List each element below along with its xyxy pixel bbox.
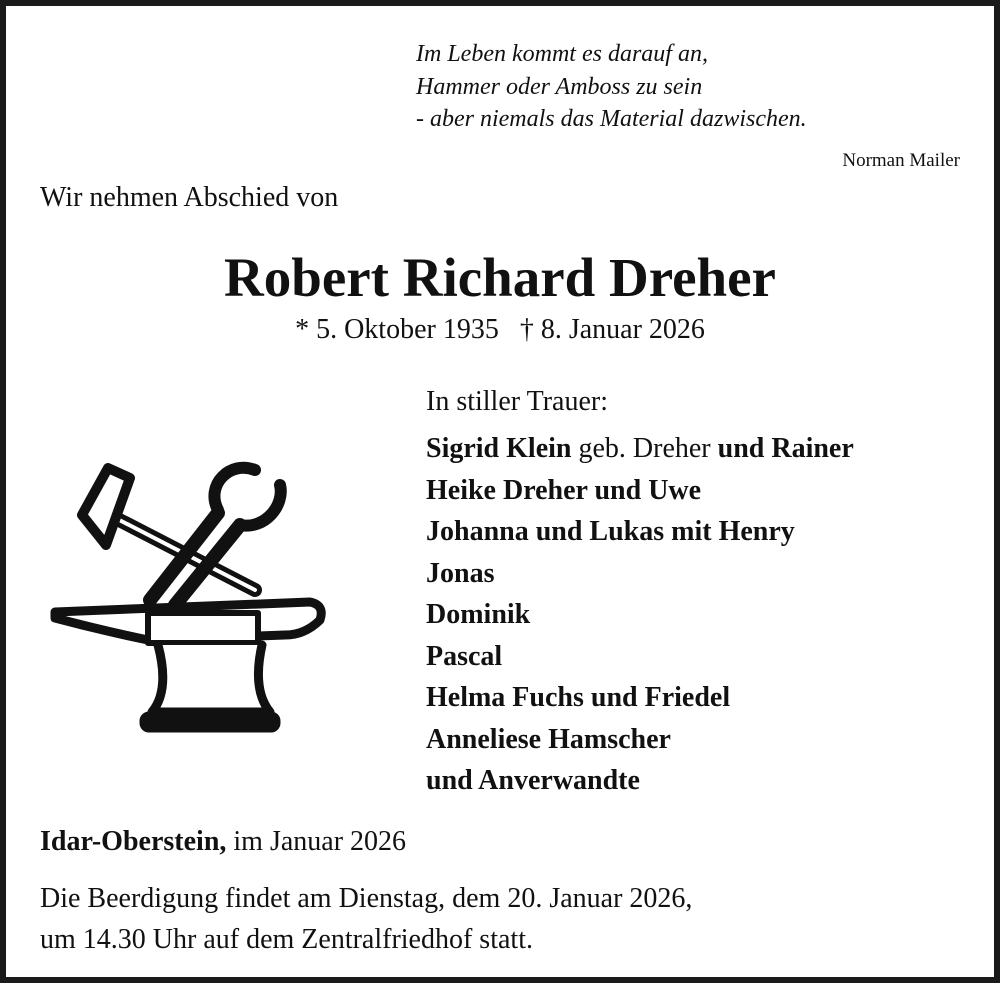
mourner-partner: und Rainer xyxy=(717,433,854,464)
quote xyxy=(416,38,807,136)
mourner-line: Anneliese Hamscher xyxy=(426,723,671,755)
city: Idar-Oberstein, xyxy=(40,826,227,857)
mourner-name: Sigrid Klein xyxy=(426,433,572,464)
burial-line: um 14.30 Uhr auf dem Zentralfriedhof statt. xyxy=(40,924,533,955)
quote-author: Norman Mailer xyxy=(842,150,960,171)
mourner-maiden-name: geb. Dreher xyxy=(571,433,718,464)
mourners-heading: In stiller Trauer: xyxy=(426,386,608,417)
deceased-name: Robert Richard Dreher xyxy=(224,247,776,308)
quote-line: - aber niemals das Material dazwischen. xyxy=(416,106,807,132)
mourner-line: Pascal xyxy=(426,640,503,672)
quote-line: Im Leben kommt es darauf an, xyxy=(416,41,708,67)
anvil-hammer-tongs-icon xyxy=(40,450,350,750)
intro-text: Wir nehmen Abschied von xyxy=(40,182,339,213)
burial-info xyxy=(40,878,692,960)
quote-line: Hammer oder Amboss zu sein xyxy=(416,73,703,100)
burial-line: Die Beerdigung findet am Dienstag, dem 20. Januar 2026, xyxy=(40,883,693,914)
mourner-line: und Anverwandte xyxy=(426,765,640,796)
birth-date: * 5. Oktober 1935 xyxy=(295,314,499,345)
place-date xyxy=(40,826,406,858)
mourner-line: Heike Dreher und Uwe xyxy=(426,474,702,506)
mourner-line: Jonas xyxy=(426,557,495,589)
mourners-list xyxy=(426,428,854,802)
mourner-line xyxy=(426,428,854,470)
death-date: † 8. Januar 2026 xyxy=(519,314,705,345)
life-dates xyxy=(0,314,1000,346)
mourner-line: Johanna und Lukas mit Henry xyxy=(426,516,795,547)
mourner-line: Dominik xyxy=(426,599,531,630)
mourner-line: Helma Fuchs und Friedel xyxy=(426,682,731,713)
month-year: im Januar 2026 xyxy=(226,826,407,857)
